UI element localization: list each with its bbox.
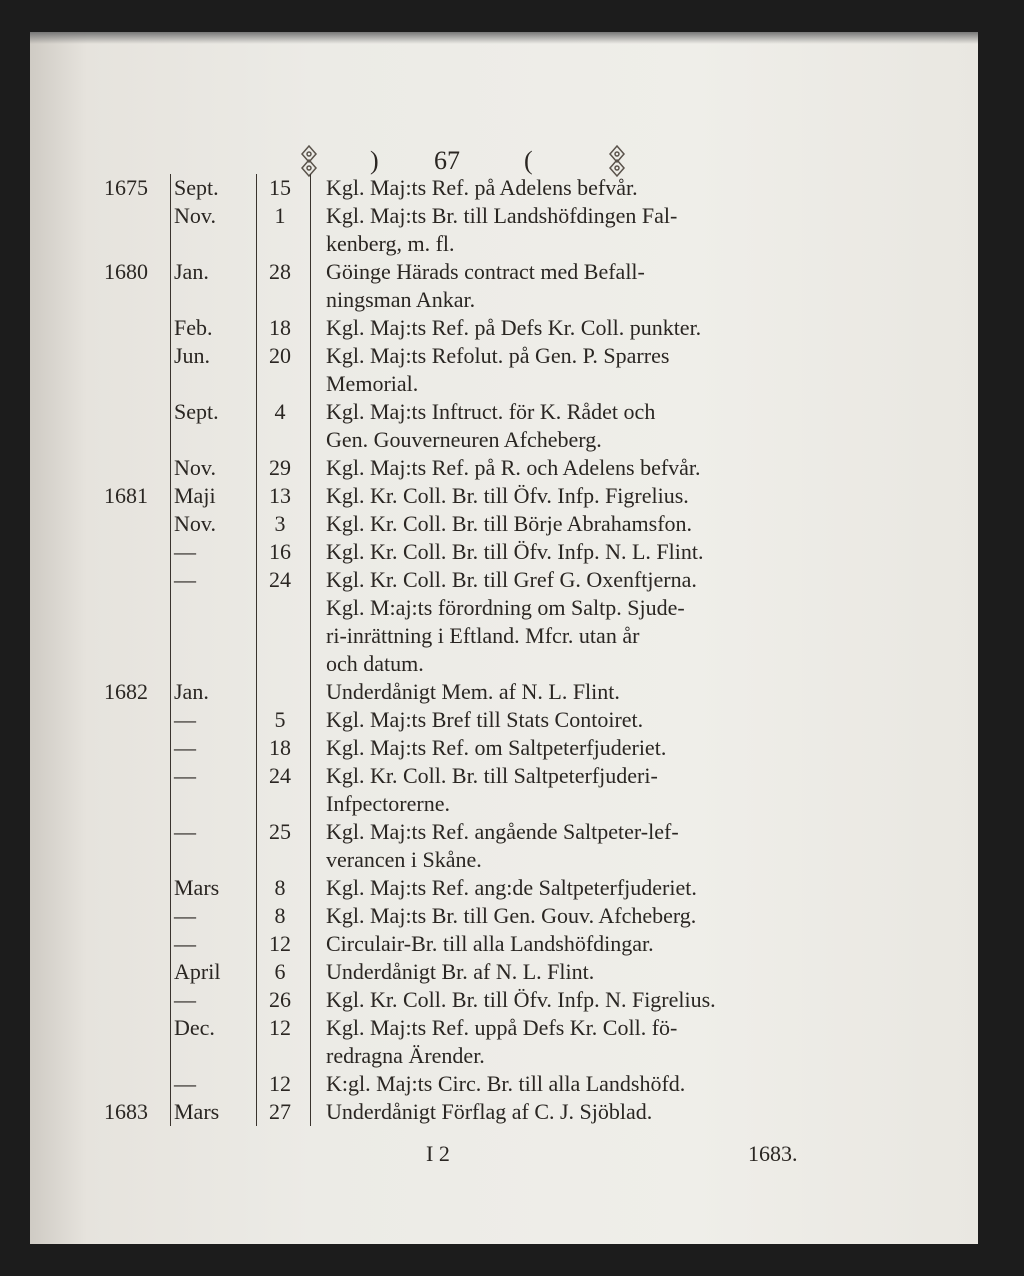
month-cell: Nov. (174, 203, 216, 228)
day-cell: 12 (269, 1071, 291, 1096)
catchword: 1683. (748, 1141, 798, 1166)
day-cell: 24 (269, 763, 291, 788)
month-cell: — (174, 903, 196, 928)
day-cell: 5 (274, 707, 286, 732)
day-cell: 18 (269, 735, 291, 760)
entry-cell: Gen. Gouverneuren Afcheberg. (326, 427, 602, 452)
header-left-paren: ) (370, 146, 379, 175)
entry-cell: Kgl. Maj:ts Ref. om Saltpeterfjuderiet. (326, 735, 667, 760)
page-footer (30, 1138, 978, 1170)
entry-cell: Kgl. Maj:ts Bref till Stats Contoiret. (326, 707, 644, 732)
header-right-paren: ( (524, 146, 533, 175)
entry-cell: Kgl. Kr. Coll. Br. till Öfv. Infp. N. L. Flint. (326, 539, 704, 564)
day-cell: 29 (269, 455, 291, 480)
day-cell: 8 (274, 875, 286, 900)
table-row (30, 1096, 978, 1128)
month-cell: Maji (174, 483, 216, 508)
month-cell: — (174, 1071, 196, 1096)
entry-cell: ningsman Ankar. (326, 287, 476, 312)
month-cell: Sept. (174, 399, 219, 424)
entry-cell: Kgl. Maj:ts Inftruct. för K. Rådet och (326, 399, 656, 424)
day-cell: 27 (269, 1099, 291, 1124)
year-cell: 1680 (104, 259, 148, 284)
day-cell: 12 (269, 931, 291, 956)
entry-cell: Circulair-Br. till alla Landshöfdingar. (326, 931, 654, 956)
day-cell: 4 (274, 399, 286, 424)
entry-cell: och datum. (326, 651, 424, 676)
year-cell: 1675 (104, 175, 148, 200)
day-cell: 1 (274, 203, 286, 228)
month-cell: — (174, 931, 196, 956)
month-cell: Dec. (174, 1015, 215, 1040)
entry-cell: Infpectorerne. (326, 791, 450, 816)
entry-cell: Underdånigt Br. af N. L. Flint. (326, 959, 595, 984)
year-cell: 1681 (104, 483, 148, 508)
month-cell: Jun. (174, 343, 211, 368)
year-cell: 1683 (104, 1099, 148, 1124)
day-cell: 26 (269, 987, 291, 1012)
entry-cell: Kgl. Kr. Coll. Br. till Saltpeterfjuderi- (326, 763, 658, 788)
month-cell: — (174, 735, 196, 760)
month-cell: — (174, 763, 196, 788)
entry-cell: redragna Ärender. (326, 1043, 485, 1068)
entry-cell: Kgl. Kr. Coll. Br. till Öfv. Infp. Figrelius. (326, 483, 689, 508)
day-cell: 25 (269, 819, 291, 844)
month-cell: Jan. (174, 679, 209, 704)
signature-mark: I 2 (426, 1141, 450, 1166)
month-cell: — (174, 707, 196, 732)
day-cell: 24 (269, 567, 291, 592)
entry-cell: Kgl. Maj:ts Ref. angående Saltpeter-lef- (326, 819, 679, 844)
month-cell: — (174, 539, 196, 564)
entry-cell: verancen i Skåne. (326, 847, 482, 872)
chronology-table (30, 32, 978, 1244)
month-cell: Sept. (174, 175, 219, 200)
page-number: 67 (434, 146, 460, 175)
entry-cell: K:gl. Maj:ts Circ. Br. till alla Landshöfd. (326, 1071, 686, 1096)
day-cell: 12 (269, 1015, 291, 1040)
entry-cell: kenberg, m. fl. (326, 231, 455, 256)
entry-cell: Kgl. Maj:ts Ref. på Defs Kr. Coll. punkter. (326, 315, 702, 340)
month-cell: April (174, 959, 221, 984)
entry-cell: Kgl. Maj:ts Ref. ang:de Saltpeterfjuderiet. (326, 875, 697, 900)
day-cell: 15 (269, 175, 291, 200)
month-cell: Feb. (174, 315, 213, 340)
entry-cell: Kgl. Kr. Coll. Br. till Börje Abrahamsfon. (326, 511, 693, 536)
entry-cell: Kgl. Maj:ts Refolut. på Gen. P. Sparres (326, 343, 670, 368)
entry-cell: Kgl. Maj:ts Br. till Gen. Gouv. Afcheberg. (326, 903, 697, 928)
month-cell: — (174, 567, 196, 592)
month-cell: Mars (174, 875, 220, 900)
year-cell: 1682 (104, 679, 148, 704)
entry-cell: Underdånigt Mem. af N. L. Flint. (326, 679, 620, 704)
entry-cell: Underdånigt Förflag af C. J. Sjöblad. (326, 1099, 653, 1124)
day-cell: 16 (269, 539, 291, 564)
entry-cell: Kgl. M:aj:ts förordning om Saltp. Sjude- (326, 595, 685, 620)
month-cell: — (174, 987, 196, 1012)
day-cell: 20 (269, 343, 291, 368)
entry-cell: Memorial. (326, 371, 419, 396)
month-cell: Mars (174, 1099, 220, 1124)
entry-cell: Göinge Härads contract med Befall- (326, 259, 645, 284)
entry-cell: Kgl. Maj:ts Ref. uppå Defs Kr. Coll. fö- (326, 1015, 678, 1040)
month-cell: — (174, 819, 196, 844)
entry-cell: Kgl. Kr. Coll. Br. till Öfv. Infp. N. Figrelius. (326, 987, 716, 1012)
entry-cell: Kgl. Kr. Coll. Br. till Gref G. Oxenftjerna. (326, 567, 697, 592)
month-cell: Nov. (174, 511, 216, 536)
entry-cell: Kgl. Maj:ts Br. till Landshöfdingen Fal- (326, 203, 678, 228)
day-cell: 3 (274, 511, 286, 536)
entry-cell: Kgl. Maj:ts Ref. på Adelens befvår. (326, 175, 638, 200)
entry-cell: Kgl. Maj:ts Ref. på R. och Adelens befvår. (326, 455, 701, 480)
month-cell: Nov. (174, 455, 216, 480)
day-cell: 13 (269, 483, 291, 508)
month-cell: Jan. (174, 259, 209, 284)
day-cell: 6 (274, 959, 286, 984)
day-cell: 28 (269, 259, 291, 284)
entry-cell: ri-inrättning i Eftland. Mfcr. utan år (326, 623, 640, 648)
day-cell: 8 (274, 903, 286, 928)
book-page (30, 32, 978, 1244)
day-cell: 18 (269, 315, 291, 340)
